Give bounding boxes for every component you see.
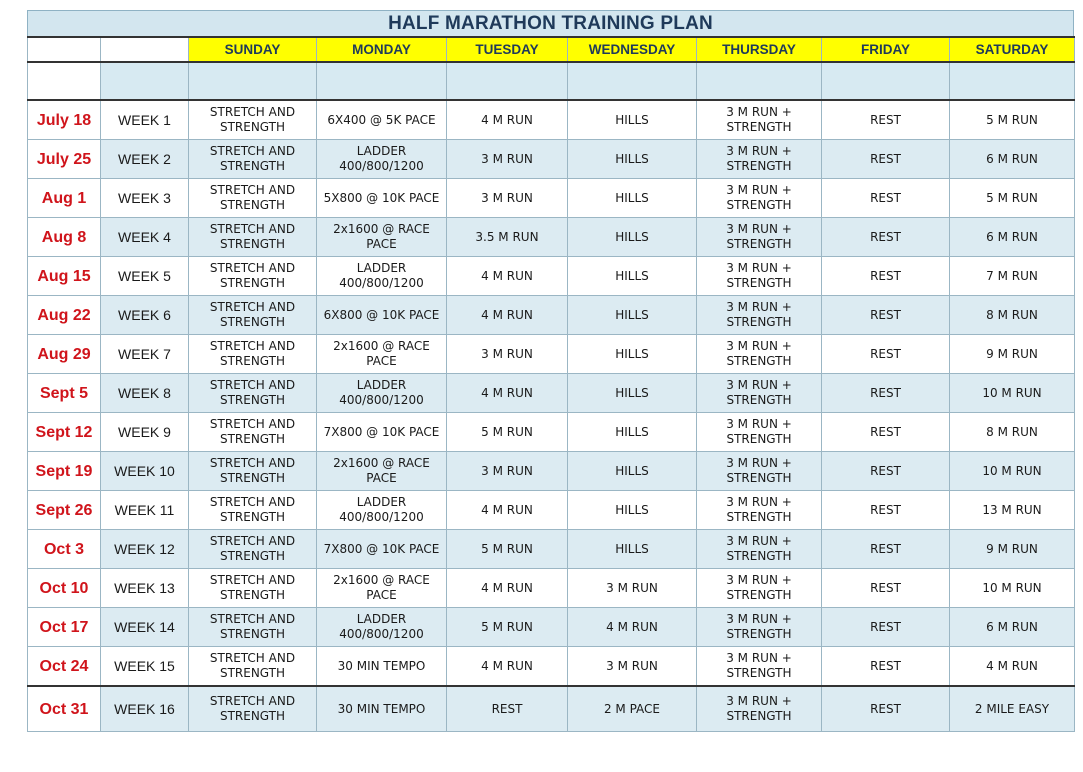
week-cell: WEEK 14 (101, 608, 189, 647)
sunday-cell: STRETCH AND STRENGTH (189, 257, 317, 296)
sunday-cell: STRETCH AND STRENGTH (189, 296, 317, 335)
monday-cell: LADDER 400/800/1200 (317, 140, 447, 179)
monday-cell: 2x1600 @ RACE PACE (317, 569, 447, 608)
date-cell: Sept 26 (28, 491, 101, 530)
wednesday-cell: HILLS (568, 179, 697, 218)
monday-cell: 6X400 @ 5K PACE (317, 100, 447, 140)
wednesday-cell: HILLS (568, 530, 697, 569)
friday-cell: REST (822, 374, 950, 413)
sunday-cell: STRETCH AND STRENGTH (189, 491, 317, 530)
friday-cell: REST (822, 452, 950, 491)
sunday-cell: STRETCH AND STRENGTH (189, 100, 317, 140)
monday-cell: 2x1600 @ RACE PACE (317, 218, 447, 257)
thursday-cell: 3 M RUN + STRENGTH (697, 491, 822, 530)
thursday-cell: 3 M RUN + STRENGTH (697, 413, 822, 452)
tuesday-cell: 3 M RUN (447, 140, 568, 179)
monday-cell: LADDER 400/800/1200 (317, 491, 447, 530)
date-cell: Aug 15 (28, 257, 101, 296)
thursday-cell: 3 M RUN + STRENGTH (697, 647, 822, 687)
spacer-row (28, 62, 1075, 100)
tuesday-cell: 4 M RUN (447, 100, 568, 140)
week-row (28, 413, 1075, 452)
week-row (28, 530, 1075, 569)
header-sunday: SUNDAY (189, 37, 317, 62)
week-row (28, 218, 1075, 257)
wednesday-cell: HILLS (568, 452, 697, 491)
friday-cell: REST (822, 647, 950, 687)
tuesday-cell: REST (447, 686, 568, 732)
sunday-cell: STRETCH AND STRENGTH (189, 179, 317, 218)
week-cell: WEEK 15 (101, 647, 189, 687)
week-cell: WEEK 6 (101, 296, 189, 335)
monday-cell: 30 MIN TEMPO (317, 686, 447, 732)
monday-cell: 6X800 @ 10K PACE (317, 296, 447, 335)
thursday-cell: 3 M RUN + STRENGTH (697, 335, 822, 374)
tuesday-cell: 3 M RUN (447, 335, 568, 374)
thursday-cell: 3 M RUN + STRENGTH (697, 569, 822, 608)
week-cell: WEEK 8 (101, 374, 189, 413)
saturday-cell: 6 M RUN (950, 218, 1075, 257)
thursday-cell: 3 M RUN + STRENGTH (697, 530, 822, 569)
tuesday-cell: 4 M RUN (447, 257, 568, 296)
saturday-cell: 2 MILE EASY (950, 686, 1075, 732)
sunday-cell: STRETCH AND STRENGTH (189, 686, 317, 732)
sunday-cell: STRETCH AND STRENGTH (189, 647, 317, 687)
week-cell: WEEK 16 (101, 686, 189, 732)
date-cell: Sept 12 (28, 413, 101, 452)
saturday-cell: 8 M RUN (950, 296, 1075, 335)
date-cell: Oct 17 (28, 608, 101, 647)
wednesday-cell: HILLS (568, 218, 697, 257)
saturday-cell: 4 M RUN (950, 647, 1075, 687)
date-cell: Aug 1 (28, 179, 101, 218)
tuesday-cell: 4 M RUN (447, 647, 568, 687)
thursday-cell: 3 M RUN + STRENGTH (697, 100, 822, 140)
date-cell: July 18 (28, 100, 101, 140)
wednesday-cell: HILLS (568, 413, 697, 452)
monday-cell: 30 MIN TEMPO (317, 647, 447, 687)
monday-cell: LADDER 400/800/1200 (317, 257, 447, 296)
wednesday-cell: 3 M RUN (568, 569, 697, 608)
saturday-cell: 5 M RUN (950, 100, 1075, 140)
thursday-cell: 3 M RUN + STRENGTH (697, 257, 822, 296)
tuesday-cell: 3 M RUN (447, 452, 568, 491)
friday-cell: REST (822, 608, 950, 647)
header-thursday: THURSDAY (697, 37, 822, 62)
header-tuesday: TUESDAY (447, 37, 568, 62)
friday-cell: REST (822, 296, 950, 335)
wednesday-cell: HILLS (568, 257, 697, 296)
week-cell: WEEK 11 (101, 491, 189, 530)
week-row (28, 491, 1075, 530)
date-cell: Oct 3 (28, 530, 101, 569)
monday-cell: LADDER 400/800/1200 (317, 374, 447, 413)
week-cell: WEEK 1 (101, 100, 189, 140)
week-cell: WEEK 13 (101, 569, 189, 608)
sunday-cell: STRETCH AND STRENGTH (189, 569, 317, 608)
friday-cell: REST (822, 100, 950, 140)
saturday-cell: 5 M RUN (950, 179, 1075, 218)
header-blank-date (28, 37, 101, 62)
wednesday-cell: HILLS (568, 491, 697, 530)
week-row (28, 608, 1075, 647)
training-plan-sheet (27, 10, 1074, 732)
monday-cell: 7X800 @ 10K PACE (317, 413, 447, 452)
tuesday-cell: 4 M RUN (447, 491, 568, 530)
day-header-row (28, 37, 1075, 62)
friday-cell: REST (822, 530, 950, 569)
week-row (28, 686, 1075, 732)
thursday-cell: 3 M RUN + STRENGTH (697, 218, 822, 257)
tuesday-cell: 4 M RUN (447, 296, 568, 335)
sunday-cell: STRETCH AND STRENGTH (189, 530, 317, 569)
sunday-cell: STRETCH AND STRENGTH (189, 452, 317, 491)
date-cell: Oct 24 (28, 647, 101, 687)
thursday-cell: 3 M RUN + STRENGTH (697, 374, 822, 413)
date-cell: Sept 5 (28, 374, 101, 413)
date-cell: Oct 10 (28, 569, 101, 608)
week-cell: WEEK 7 (101, 335, 189, 374)
week-row (28, 257, 1075, 296)
week-cell: WEEK 10 (101, 452, 189, 491)
saturday-cell: 9 M RUN (950, 530, 1075, 569)
sunday-cell: STRETCH AND STRENGTH (189, 608, 317, 647)
wednesday-cell: HILLS (568, 296, 697, 335)
header-wednesday: WEDNESDAY (568, 37, 697, 62)
tuesday-cell: 5 M RUN (447, 530, 568, 569)
friday-cell: REST (822, 257, 950, 296)
date-cell: July 25 (28, 140, 101, 179)
thursday-cell: 3 M RUN + STRENGTH (697, 140, 822, 179)
friday-cell: REST (822, 491, 950, 530)
monday-cell: LADDER 400/800/1200 (317, 608, 447, 647)
sunday-cell: STRETCH AND STRENGTH (189, 218, 317, 257)
thursday-cell: 3 M RUN + STRENGTH (697, 452, 822, 491)
tuesday-cell: 4 M RUN (447, 374, 568, 413)
wednesday-cell: HILLS (568, 140, 697, 179)
monday-cell: 5X800 @ 10K PACE (317, 179, 447, 218)
week-row (28, 452, 1075, 491)
friday-cell: REST (822, 179, 950, 218)
header-monday: MONDAY (317, 37, 447, 62)
saturday-cell: 10 M RUN (950, 452, 1075, 491)
week-row (28, 647, 1075, 687)
thursday-cell: 3 M RUN + STRENGTH (697, 179, 822, 218)
week-cell: WEEK 12 (101, 530, 189, 569)
saturday-cell: 10 M RUN (950, 374, 1075, 413)
friday-cell: REST (822, 140, 950, 179)
friday-cell: REST (822, 335, 950, 374)
tuesday-cell: 4 M RUN (447, 569, 568, 608)
wednesday-cell: HILLS (568, 335, 697, 374)
date-cell: Aug 8 (28, 218, 101, 257)
thursday-cell: 3 M RUN + STRENGTH (697, 296, 822, 335)
tuesday-cell: 5 M RUN (447, 608, 568, 647)
week-row (28, 335, 1075, 374)
saturday-cell: 6 M RUN (950, 140, 1075, 179)
saturday-cell: 10 M RUN (950, 569, 1075, 608)
wednesday-cell: 2 M PACE (568, 686, 697, 732)
week-row (28, 374, 1075, 413)
tuesday-cell: 5 M RUN (447, 413, 568, 452)
monday-cell: 7X800 @ 10K PACE (317, 530, 447, 569)
week-row (28, 179, 1075, 218)
sunday-cell: STRETCH AND STRENGTH (189, 140, 317, 179)
thursday-cell: 3 M RUN + STRENGTH (697, 686, 822, 732)
wednesday-cell: 4 M RUN (568, 608, 697, 647)
saturday-cell: 13 M RUN (950, 491, 1075, 530)
date-cell: Oct 31 (28, 686, 101, 732)
week-cell: WEEK 5 (101, 257, 189, 296)
wednesday-cell: HILLS (568, 100, 697, 140)
week-row (28, 140, 1075, 179)
wednesday-cell: 3 M RUN (568, 647, 697, 687)
week-row (28, 100, 1075, 140)
training-table (27, 36, 1075, 732)
friday-cell: REST (822, 413, 950, 452)
plan-title: HALF MARATHON TRAINING PLAN (27, 10, 1074, 36)
tuesday-cell: 3.5 M RUN (447, 218, 568, 257)
week-cell: WEEK 9 (101, 413, 189, 452)
saturday-cell: 9 M RUN (950, 335, 1075, 374)
sunday-cell: STRETCH AND STRENGTH (189, 374, 317, 413)
wednesday-cell: HILLS (568, 374, 697, 413)
thursday-cell: 3 M RUN + STRENGTH (697, 608, 822, 647)
tuesday-cell: 3 M RUN (447, 179, 568, 218)
saturday-cell: 8 M RUN (950, 413, 1075, 452)
date-cell: Aug 29 (28, 335, 101, 374)
header-saturday: SATURDAY (950, 37, 1075, 62)
friday-cell: REST (822, 569, 950, 608)
sunday-cell: STRETCH AND STRENGTH (189, 413, 317, 452)
date-cell: Sept 19 (28, 452, 101, 491)
date-cell: Aug 22 (28, 296, 101, 335)
header-blank-week (101, 37, 189, 62)
week-cell: WEEK 2 (101, 140, 189, 179)
week-row (28, 296, 1075, 335)
monday-cell: 2x1600 @ RACE PACE (317, 335, 447, 374)
saturday-cell: 6 M RUN (950, 608, 1075, 647)
friday-cell: REST (822, 686, 950, 732)
friday-cell: REST (822, 218, 950, 257)
week-row (28, 569, 1075, 608)
monday-cell: 2x1600 @ RACE PACE (317, 452, 447, 491)
sunday-cell: STRETCH AND STRENGTH (189, 335, 317, 374)
week-cell: WEEK 3 (101, 179, 189, 218)
header-friday: FRIDAY (822, 37, 950, 62)
saturday-cell: 7 M RUN (950, 257, 1075, 296)
week-cell: WEEK 4 (101, 218, 189, 257)
